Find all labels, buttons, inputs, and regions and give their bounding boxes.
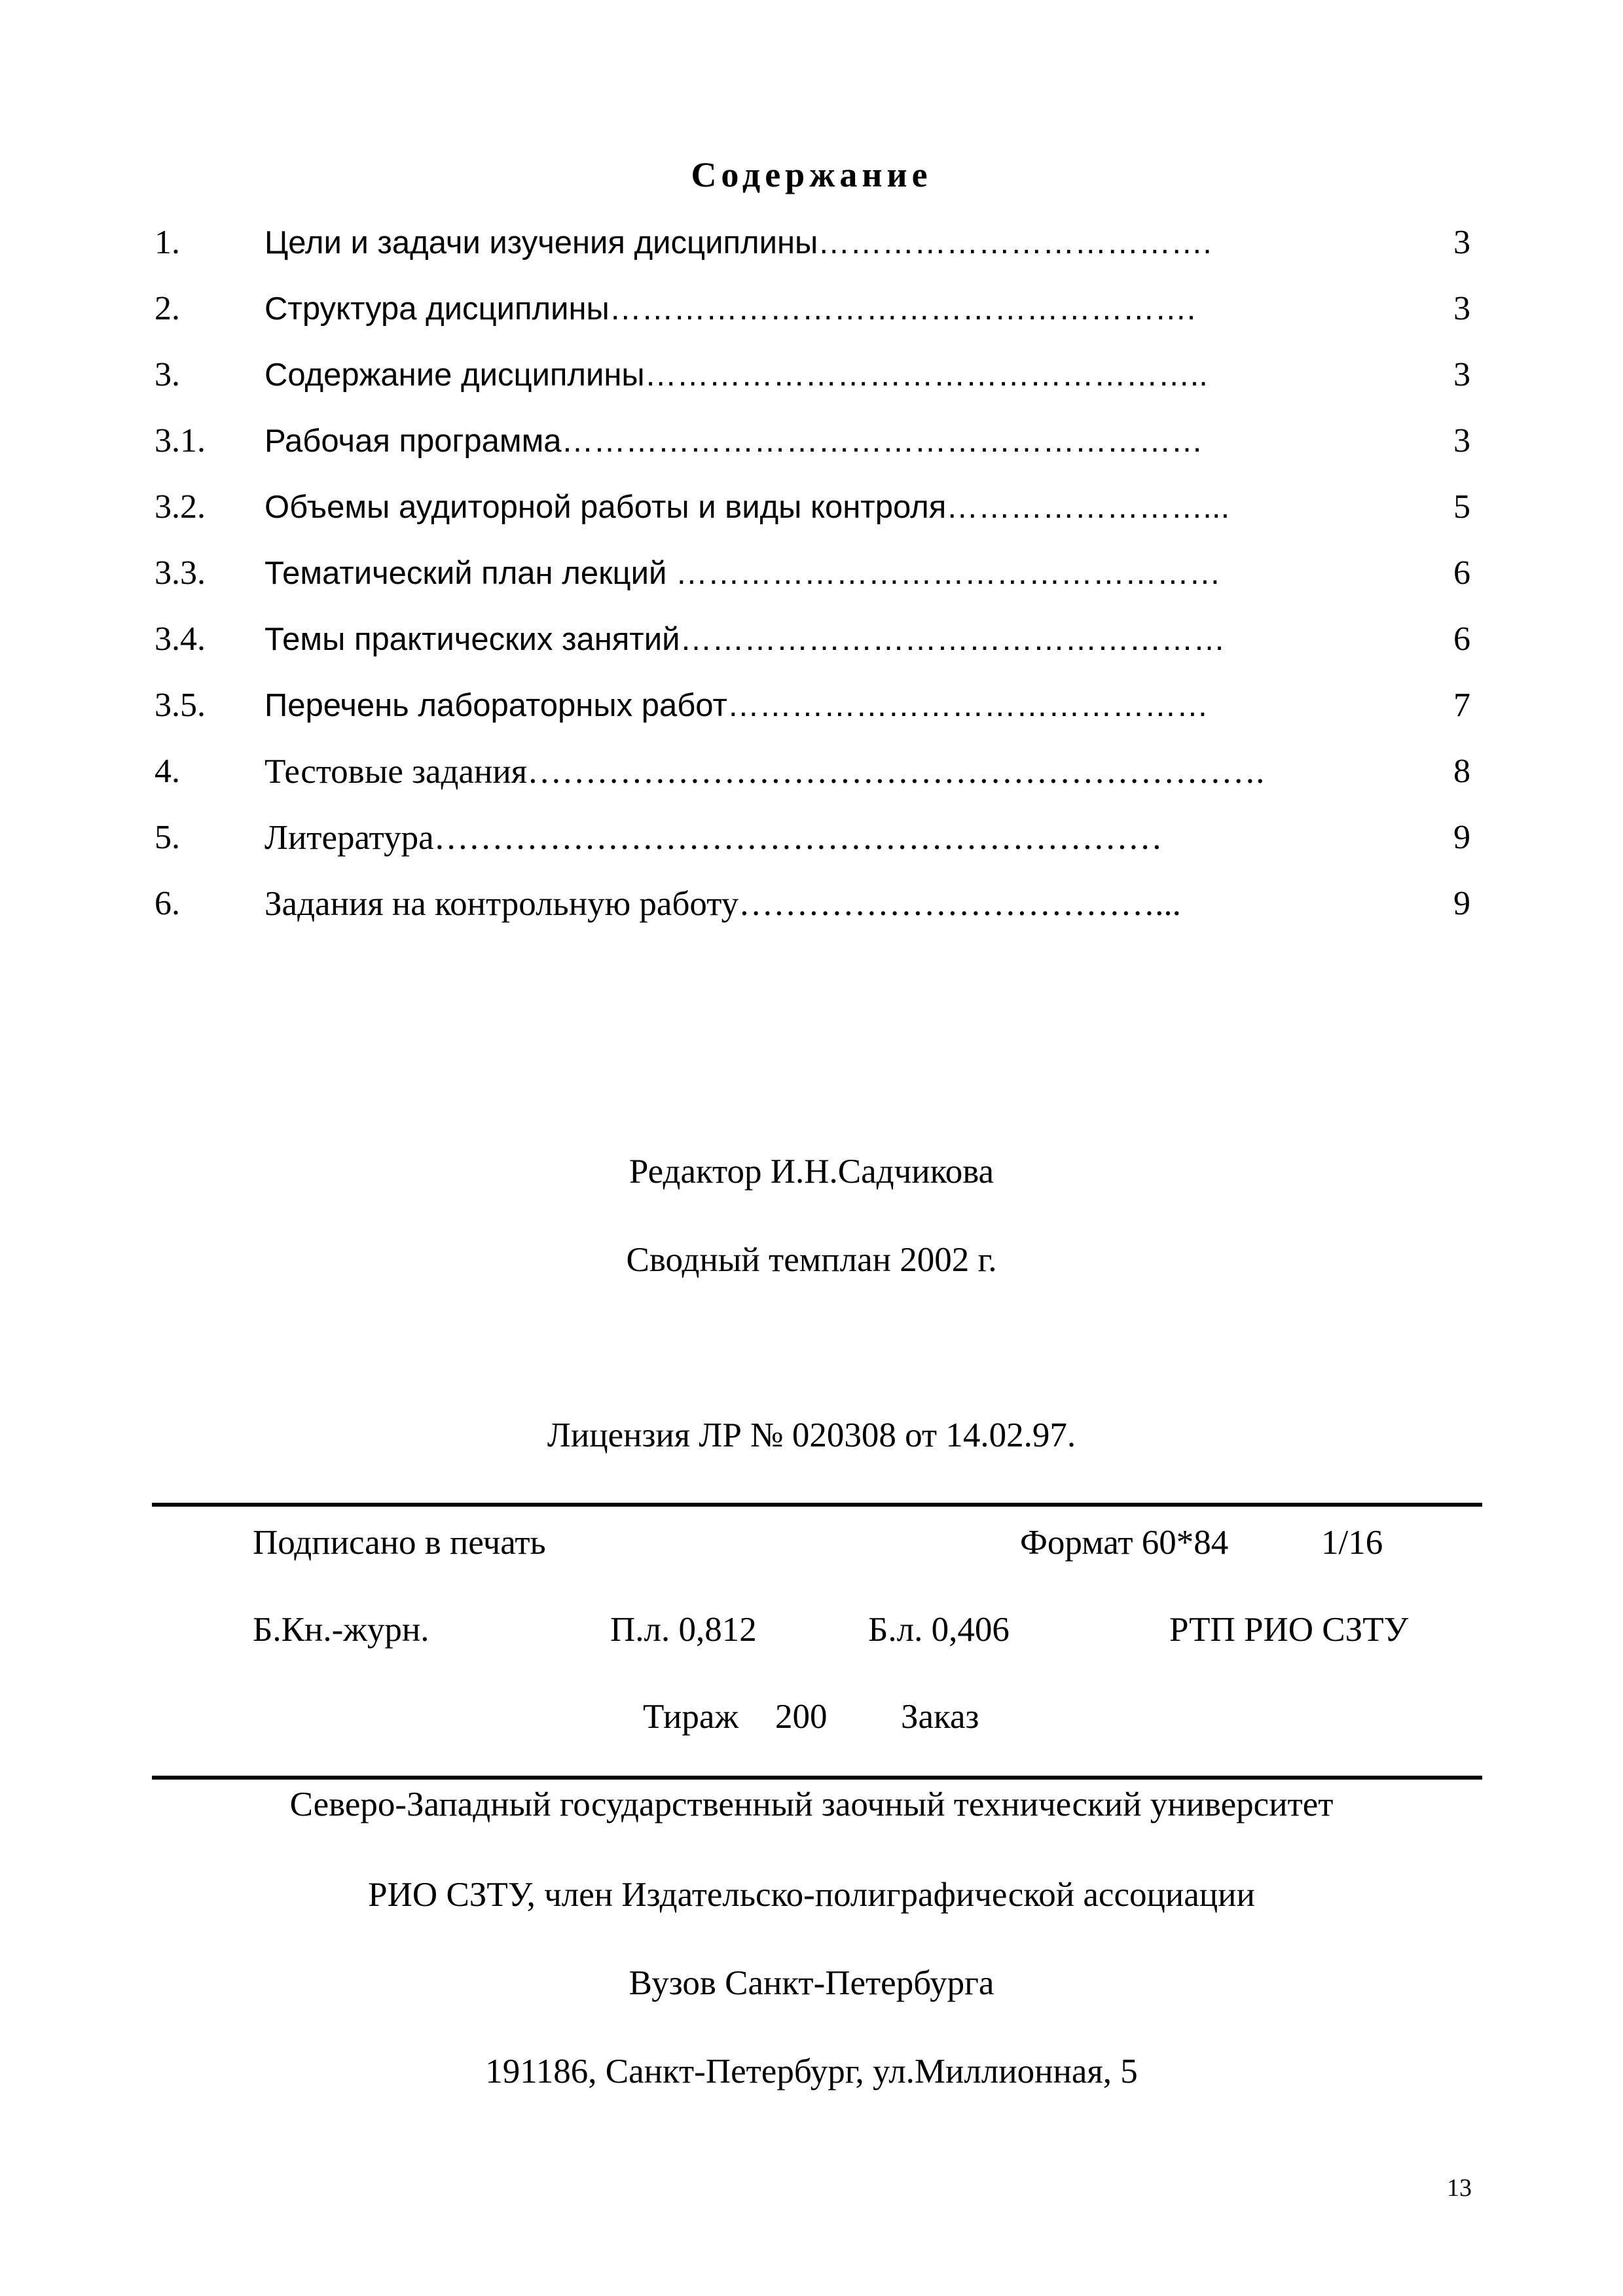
- publisher-address: 191186, Санкт-Петербург, ул.Миллионная, 5: [485, 2053, 1138, 2090]
- toc-item-page: 5: [1453, 488, 1470, 526]
- tirage-label: Тираж: [643, 1698, 739, 1736]
- toc-item-page: 6: [1453, 620, 1470, 658]
- toc-row: [0, 283, 1623, 335]
- toc-item-number: 3.3.: [155, 554, 206, 592]
- toc-item-number: 1.: [155, 224, 180, 261]
- toc-item-title: Задания на контрольную работу………………………………...: [264, 885, 1181, 923]
- toc-item-number: 3.1.: [155, 422, 206, 459]
- toc-item-number: 3.2.: [155, 488, 206, 526]
- toc-item-title: Цели и задачи изучения дисциплины……………………………….: [264, 225, 1212, 260]
- toc-row: [0, 679, 1623, 732]
- publisher-rio: РИО СЗТУ, член Издательско-полиграфической ассоциации: [368, 1876, 1255, 1914]
- toc-item-title: Рабочая программа……………………………………………………: [264, 423, 1203, 459]
- toc-row: [0, 481, 1623, 533]
- toc-item-page: 7: [1453, 687, 1470, 724]
- toc-item-number: 3.4.: [155, 620, 206, 658]
- toc-item-number: 3.5.: [155, 687, 206, 724]
- order-label: Заказ: [901, 1698, 979, 1736]
- signed-for-print: Подписано в печать: [253, 1524, 546, 1562]
- toc-item-page: 9: [1453, 819, 1470, 856]
- toc-item-title: Тестовые задания……………………………………………………….: [264, 753, 1265, 791]
- toc-item-number: 3.: [155, 356, 180, 393]
- toc-row: [0, 745, 1623, 798]
- toc-item-title: Литература………………………………………………………: [264, 819, 1163, 857]
- toc-item-page: 3: [1453, 356, 1470, 393]
- publisher-university: Северо-Западный государственный заочный технический университет: [289, 1785, 1334, 1823]
- paper-format: Формат 60*84: [1020, 1524, 1229, 1562]
- toc-item-number: 2.: [155, 290, 180, 327]
- toc-item-title: Перечень лабораторных работ………………………………………: [264, 688, 1209, 723]
- toc-item-page: 8: [1453, 753, 1470, 790]
- toc-item-number: 5.: [155, 819, 180, 856]
- toc-item-page: 3: [1453, 290, 1470, 327]
- toc-row: [0, 217, 1623, 269]
- format-fraction: 1/16: [1321, 1524, 1383, 1562]
- toc-row: [0, 415, 1623, 467]
- toc-title: Содержание: [691, 155, 932, 194]
- toc-item-page: 3: [1453, 224, 1470, 261]
- toc-row: [0, 613, 1623, 666]
- tirage-value: 200: [775, 1698, 828, 1736]
- toc-item-title: Тематический план лекций ……………………………………………: [264, 556, 1221, 591]
- toc-row: [0, 878, 1623, 930]
- toc-row: [0, 547, 1623, 600]
- page-number: 13: [1447, 2174, 1472, 2202]
- top-divider: [152, 1503, 1482, 1507]
- toc-item-title: Содержание дисциплины……………………………………………..: [264, 357, 1208, 393]
- toc-item-number: 6.: [155, 885, 180, 922]
- toc-item-page: 6: [1453, 554, 1470, 592]
- plan-line: Сводный темплан 2002 г.: [626, 1241, 997, 1279]
- toc-row: [0, 349, 1623, 401]
- editor-line: Редактор И.Н.Садчикова: [629, 1153, 994, 1191]
- printed-sheets: П.л. 0,812: [610, 1611, 757, 1649]
- bottom-divider: [152, 1776, 1482, 1780]
- toc-item-title: Структура дисциплины……………………………………………….: [264, 291, 1196, 327]
- toc-item-title: Объемы аудиторной работы и виды контроля……………………...: [264, 490, 1230, 525]
- toc-item-number: 4.: [155, 753, 180, 790]
- license-line: Лицензия ЛР № 020308 от 14.02.97.: [547, 1416, 1076, 1454]
- printing-house: РТП РИО СЗТУ: [1169, 1611, 1409, 1649]
- toc-row: [0, 812, 1623, 864]
- paper-sheets: Б.л. 0,406: [868, 1611, 1010, 1649]
- toc-item-page: 9: [1453, 885, 1470, 922]
- toc-item-page: 3: [1453, 422, 1470, 459]
- paper-type: Б.Кн.-журн.: [253, 1611, 429, 1649]
- publisher-association: Вузов Санкт-Петербурга: [629, 1964, 994, 2002]
- toc-item-title: Темы практических занятий……………………………………………: [264, 622, 1226, 657]
